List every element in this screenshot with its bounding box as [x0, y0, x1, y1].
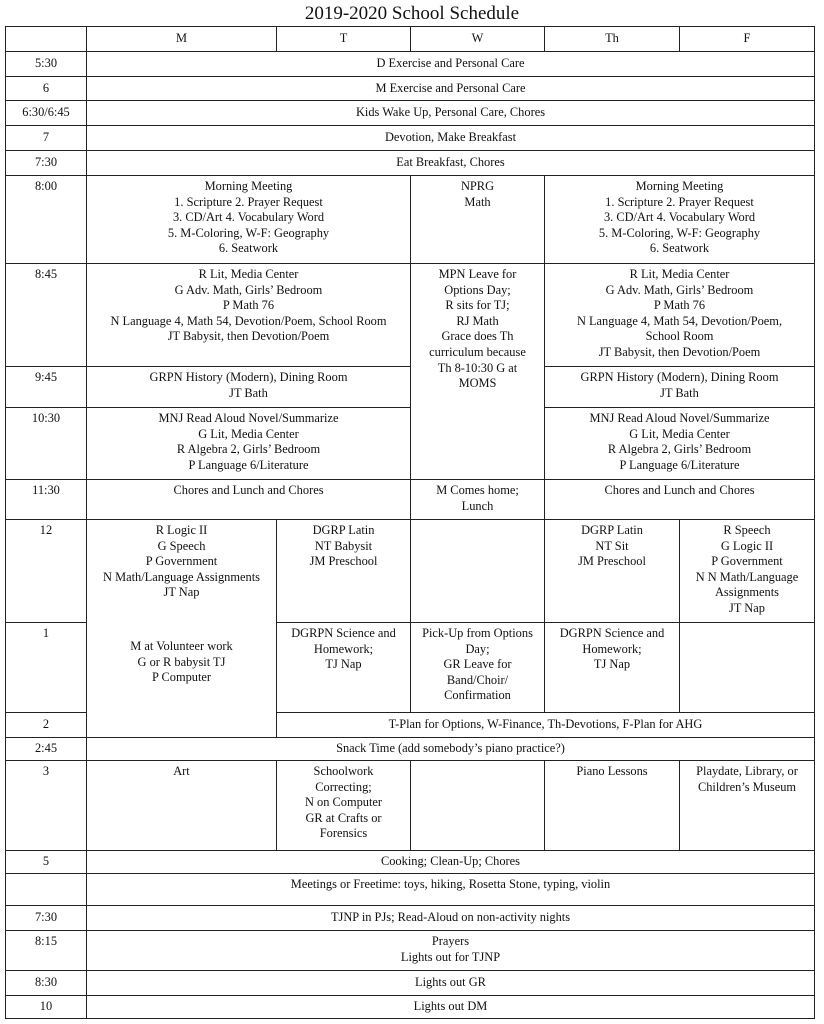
- cell-line: Th 8-10:30 G at: [437, 360, 518, 375]
- table-row: [6, 101, 815, 126]
- activity-cell: Snack Time (add somebody’s piano practice?): [87, 738, 815, 761]
- cell-line: JT Nap: [729, 600, 765, 615]
- day-header-m: M: [87, 27, 277, 52]
- cell-line: MNJ Read Aloud Novel/Summarize: [158, 411, 339, 425]
- cell-line: R Speech: [723, 523, 771, 537]
- activity-cell-w: [411, 264, 545, 480]
- time-cell: 11:30: [6, 480, 87, 520]
- schedule-table: [5, 26, 815, 1019]
- time-cell: 8:00: [6, 176, 87, 264]
- activity-cell: [87, 931, 815, 971]
- cell-line: JT Babysit, then Devotion/Poem: [598, 344, 761, 359]
- activity-cell-w: [411, 623, 545, 713]
- cell-line: TJ Nap: [593, 657, 631, 672]
- cell-line: G Lit, Media Center: [198, 426, 299, 441]
- cell-line: JT Bath: [660, 385, 699, 400]
- table-row: [6, 151, 815, 176]
- time-cell: 1: [6, 623, 87, 713]
- activity-cell-mt: Chores and Lunch and Chores: [87, 480, 411, 520]
- cell-line: R Logic II: [155, 523, 208, 537]
- cell-line: P Government: [145, 554, 218, 569]
- cell-line: Homework;: [313, 641, 374, 656]
- activity-cell-f: [680, 761, 815, 851]
- cell-line: curriculum because: [429, 344, 526, 359]
- table-row: [6, 77, 815, 101]
- cell-line: G Adv. Math, Girls’ Bedroom: [605, 282, 754, 297]
- cell-line: Band/Choir/: [446, 672, 509, 687]
- cell-line: NT Babysit: [314, 538, 373, 553]
- page-title: 2019-2020 School Schedule: [304, 3, 520, 24]
- cell-line: DGRP Latin: [581, 523, 643, 537]
- table-row: [6, 176, 815, 264]
- table-row: [6, 408, 815, 480]
- cell-line: Children’s Museum: [697, 779, 797, 794]
- cell-line: Math: [464, 194, 491, 209]
- activity-cell-tf: T-Plan for Options, W-Finance, Th-Devotions, F-Plan for AHG: [277, 713, 815, 738]
- cell-line: P Language 6/Literature: [188, 457, 309, 472]
- cell-line: R Lit, Media Center: [629, 267, 730, 281]
- cell-line: Day;: [465, 641, 490, 656]
- time-cell: [6, 874, 87, 906]
- activity-cell-mt: [87, 367, 411, 408]
- cell-line: JT Bath: [229, 385, 268, 400]
- cell-line: Morning Meeting: [204, 179, 293, 193]
- cell-line: N Math/Language Assignments: [103, 569, 260, 584]
- cell-line: N Language 4, Math 54, Devotion/Poem,: [576, 313, 783, 328]
- cell-line: TJ Nap: [325, 657, 362, 672]
- cell-line: Confirmation: [444, 688, 511, 703]
- day-header-t: T: [277, 27, 411, 52]
- activity-cell-t: [277, 761, 411, 851]
- cell-line: 3. CD/Art 4. Vocabulary Word: [603, 210, 756, 225]
- time-cell: 8:15: [6, 931, 87, 971]
- activity-cell: Lights out GR: [87, 971, 815, 996]
- cell-line: DGRPN Science and: [559, 626, 665, 640]
- time-cell: 8:45: [6, 264, 87, 367]
- cell-line: GRPN History (Modern), Dining Room: [580, 370, 779, 384]
- time-cell: 6:30/6:45: [6, 101, 87, 126]
- activity-cell: D Exercise and Personal Care: [87, 52, 815, 77]
- cell-line: Lights out for TJNP: [400, 949, 501, 964]
- cell-line: Lunch: [461, 498, 494, 513]
- cell-line: 6. Seatwork: [649, 241, 710, 256]
- activity-cell-mt: [87, 176, 411, 264]
- cell-line: Schoolwork: [313, 764, 374, 778]
- time-cell: 7: [6, 126, 87, 151]
- time-cell: 12: [6, 520, 87, 623]
- table-row: [6, 931, 815, 971]
- cell-line: 6. Seatwork: [218, 241, 279, 256]
- cell-line: School Room: [645, 329, 714, 344]
- cell-line: 1. Scripture 2. Prayer Request: [605, 194, 754, 209]
- table-row: [6, 761, 815, 851]
- day-header-w: W: [411, 27, 545, 52]
- corner-cell: [6, 27, 87, 52]
- cell-line: G Speech: [157, 538, 206, 553]
- cell-line: Homework;: [582, 641, 642, 656]
- activity-cell-th: [545, 520, 680, 623]
- activity-cell-w: [411, 176, 545, 264]
- activity-cell-th: Piano Lessons: [545, 761, 680, 851]
- table-row: [6, 874, 815, 906]
- cell-line: N N Math/Language: [695, 569, 799, 584]
- cell-line: P Computer: [151, 670, 212, 685]
- time-cell: 7:30: [6, 906, 87, 931]
- time-cell: 2: [6, 713, 87, 738]
- cell-line: NT Sit: [595, 538, 629, 553]
- table-row: [6, 971, 815, 996]
- cell-line: Pick-Up from Options: [422, 626, 533, 640]
- table-row: [6, 480, 815, 520]
- activity-cell-w: [411, 480, 545, 520]
- activity-cell-mt: [87, 408, 411, 480]
- cell-line: Options Day;: [444, 282, 511, 297]
- cell-line: JT Babysit, then Devotion/Poem: [167, 329, 330, 344]
- cell-line: G or R babysit TJ: [137, 654, 226, 669]
- time-cell: 10:30: [6, 408, 87, 480]
- activity-cell: Meetings or Freetime: toys, hiking, Rosetta Stone, typing, violin: [87, 874, 815, 906]
- cell-line: MOMS: [458, 376, 497, 391]
- cell-line: G Logic II: [720, 538, 774, 553]
- activity-cell: Cooking; Clean-Up; Chores: [87, 851, 815, 874]
- cell-line: M at Volunteer work: [130, 638, 233, 653]
- cell-line: 5. M-Coloring, W-F: Geography: [167, 225, 330, 240]
- activity-cell-f: [680, 623, 815, 713]
- activity-cell-w: [411, 761, 545, 851]
- cell-line: DGRP Latin: [312, 523, 375, 537]
- cell-line: N on Computer: [304, 795, 383, 810]
- cell-line: GRPN History (Modern), Dining Room: [149, 370, 348, 384]
- table-row: [6, 264, 815, 367]
- table-row: [6, 906, 815, 931]
- time-cell: 8:30: [6, 971, 87, 996]
- activity-cell: Devotion, Make Breakfast: [87, 126, 815, 151]
- time-cell: 10: [6, 996, 87, 1019]
- cell-line: R Algebra 2, Girls’ Bedroom: [607, 442, 752, 457]
- activity-cell-f: [680, 520, 815, 623]
- activity-cell: Lights out DM: [87, 996, 815, 1019]
- activity-cell-w: [411, 520, 545, 623]
- cell-line: R Algebra 2, Girls’ Bedroom: [176, 442, 321, 457]
- cell-line: Grace does Th: [441, 329, 514, 344]
- activity-cell-thf: [545, 408, 815, 480]
- activity-cell-t: [277, 520, 411, 623]
- table-row: [6, 126, 815, 151]
- cell-line: G Adv. Math, Girls’ Bedroom: [174, 282, 323, 297]
- time-cell: 6: [6, 77, 87, 101]
- activity-cell-thf: [545, 367, 815, 408]
- cell-line: 5. M-Coloring, W-F: Geography: [598, 225, 761, 240]
- cell-line: JM Preschool: [578, 554, 646, 569]
- activity-cell: M Exercise and Personal Care: [87, 77, 815, 101]
- activity-cell-m: Art: [87, 761, 277, 851]
- activity-cell-mt: [87, 264, 411, 367]
- day-header-th: Th: [545, 27, 680, 52]
- activity-cell: Eat Breakfast, Chores: [87, 151, 815, 176]
- cell-line: Morning Meeting: [635, 179, 724, 193]
- table-row: [6, 367, 815, 408]
- day-header-f: F: [680, 27, 815, 52]
- cell-line: R sits for TJ;: [445, 298, 510, 313]
- cell-line: N Language 4, Math 54, Devotion/Poem, School Room: [110, 313, 387, 328]
- table-row: [6, 520, 815, 623]
- cell-line: MNJ Read Aloud Novel/Summarize: [589, 411, 770, 425]
- cell-line: Correcting;: [315, 779, 372, 794]
- table-row: [6, 52, 815, 77]
- cell-line: Prayers: [431, 934, 470, 948]
- cell-line: 3. CD/Art 4. Vocabulary Word: [172, 210, 325, 225]
- time-cell: 5: [6, 851, 87, 874]
- cell-line: NPRG: [460, 179, 495, 193]
- activity-cell-th: [545, 623, 680, 713]
- cell-line: Forensics: [319, 826, 368, 841]
- table-row: [6, 738, 815, 761]
- cell-line: JT Nap: [163, 585, 200, 600]
- table-row: [6, 851, 815, 874]
- time-cell: 2:45: [6, 738, 87, 761]
- activity-cell: Kids Wake Up, Personal Care, Chores: [87, 101, 815, 126]
- time-cell: 7:30: [6, 151, 87, 176]
- cell-line: G Lit, Media Center: [629, 426, 730, 441]
- activity-cell: TJNP in PJs; Read-Aloud on non-activity nights: [87, 906, 815, 931]
- activity-cell-t: [277, 623, 411, 713]
- cell-line: GR at Crafts or: [305, 810, 382, 825]
- cell-line: P Math 76: [653, 298, 706, 313]
- cell-line: M Comes home;: [436, 483, 519, 497]
- cell-line: 1. Scripture 2. Prayer Request: [174, 194, 323, 209]
- cell-line: P Government: [711, 554, 783, 569]
- header-row: [6, 27, 815, 52]
- activity-cell-thf: [545, 176, 815, 264]
- cell-line: JM Preschool: [309, 554, 378, 569]
- time-cell: 9:45: [6, 367, 87, 408]
- cell-line: P Language 6/Literature: [619, 457, 740, 472]
- activity-cell-m: [87, 520, 277, 738]
- cell-line: RJ Math: [456, 313, 499, 328]
- cell-line: Playdate, Library, or: [696, 764, 798, 778]
- table-row: [6, 996, 815, 1019]
- time-cell: 5:30: [6, 52, 87, 77]
- cell-line: P Math 76: [222, 298, 275, 313]
- cell-line: DGRPN Science and: [291, 626, 396, 640]
- activity-cell-thf: [545, 264, 815, 367]
- cell-line: GR Leave for: [443, 657, 512, 672]
- cell-line: Assignments: [714, 585, 780, 600]
- cell-line: MPN Leave for: [438, 267, 517, 281]
- time-cell: 3: [6, 761, 87, 851]
- activity-cell-thf: Chores and Lunch and Chores: [545, 480, 815, 520]
- cell-line: R Lit, Media Center: [198, 267, 299, 281]
